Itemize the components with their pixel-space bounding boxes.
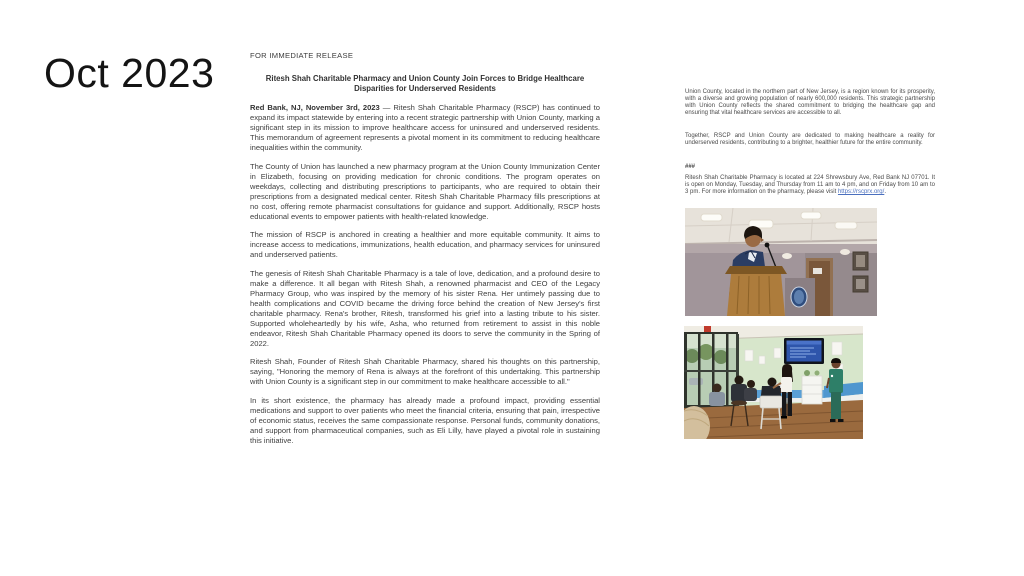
press-paragraph: The genesis of Ritesh Shah Charitable Pharmacy is a tale of love, dedication, and a profound desire to make a difference. It all began with Ritesh Shah, a renowned pharmacist and CEO of the Legacy Pharmacy Group, who was inspired by the memory of his sister Rena. Her untimely passing due to health complications and COVID became the driving force behind the creation of New Jersey's first charitable pharmacy. Rena's brother, Ritesh, transformed his grief into a lasting tribute to his sister. Supported wholeheartedly by his wife, Asha, who returned from retirement to assist in this noble endeavor, Ritesh Shah Charitable Pharmacy opened its doors to serve the community in the Spring of 2022. <box>250 268 600 348</box>
press-release-title-line1: Ritesh Shah Charitable Pharmacy and Union County Join Forces to Bridge Healthcare <box>265 74 585 83</box>
podium-photo-graphic <box>685 208 877 316</box>
press-paragraph: The County of Union has launched a new pharmacy program at the Union County Immunization Center in Elizabeth, focusing on providing medication for chronic conditions. The program operates on weekdays, collecting and distributing prescriptions to participants, who are required to obtain their prescriptions from a designated medical center. Ritesh Shah Charitable Pharmacy fills prescriptions at no cost, offering remote pharmacist consultations for guidance and support. Additionally, RSCP hosts educational events to empower patients with health-related knowledge. <box>250 161 600 221</box>
press-release-title-line2: Disparities for Underserved Residents <box>354 84 496 93</box>
photo-clinic-presentation <box>684 326 863 439</box>
press-paragraph: In its short existence, the pharmacy has already made a profound impact, providing essential medications and support to over patients who meet the financial criteria, ensuring that pain, irrespective of economic status, receives the same compassionate response. Personal funds, community donations, and support from pharmaceutical companies, such as Eli Lilly, have played a pivotal role in sustaining this initiative. <box>250 395 600 445</box>
contact-text-end: . <box>884 188 886 195</box>
tv-screen <box>784 338 824 364</box>
end-marker: ### <box>685 163 696 170</box>
pharmacy-website-link[interactable]: https://rscprx.org/ <box>837 188 885 195</box>
page-date-label: Oct 2023 <box>44 50 215 96</box>
clinic-photo-graphic <box>684 326 863 439</box>
dateline-bold: Red Bank, NJ, November 3rd, 2023 <box>250 103 380 112</box>
press-release-column <box>250 51 600 454</box>
press-paragraph: The mission of RSCP is anchored in creating a healthier and more equitable community. It aims to increase access to medications, immunizations, health education, and pharmacy services for uninsured and underserved patients. <box>250 230 600 259</box>
press-paragraph-dateline <box>250 103 600 153</box>
sidebar-column <box>685 89 935 212</box>
sidebar-paragraph: Together, RSCP and Union County are dedicated to making healthcare a reality for underserved residents, contributing to a brighter, healthier future for the entire community. <box>685 133 935 147</box>
dateline-rest: — Ritesh Shah Charitable Pharmacy (RSCP) has continued to expand its impact statewide by entering into a recent strategic partnership with Union County, marking a significant step in its mission to improve healthcare access for uninsured and underserved residents. This memorandum of agreement represents a pivotal moment in its commitment to reducing healthcare inequalities within the community. <box>250 103 600 152</box>
press-paragraph: Ritesh Shah, Founder of Ritesh Shah Charitable Pharmacy, shared his thoughts on this partnership, saying, "Honoring the memory of Rena is always at the forefront of this undertaking. This partnership with Union County is a significant step in our commitment to make healthcare accessible to all." <box>250 357 600 386</box>
release-line: FOR IMMEDIATE RELEASE <box>250 51 354 60</box>
contact-text: Ritesh Shah Charitable Pharmacy is located at 224 Shrewsbury Ave, Red Bank NJ 07701. It is open on Monday, Tuesday, and Thursday from 11 am to 4 pm, and on Friday from 10 am to 3 pm. For more information on the pharmacy, please visit <box>685 174 935 195</box>
press-release-title <box>254 74 596 94</box>
photo-podium-speech <box>685 208 877 316</box>
sidebar-paragraph: Union County, located in the northern part of New Jersey, is a region known for its prosperity, with a diverse and growing population of nearly 600,000 residents. This strategic partnership with Union County reflects the shared commitment to bridging the healthcare gap and ensuring that vital healthcare services are accessible to all. <box>685 89 935 117</box>
sidebar-contact-paragraph <box>685 175 935 196</box>
